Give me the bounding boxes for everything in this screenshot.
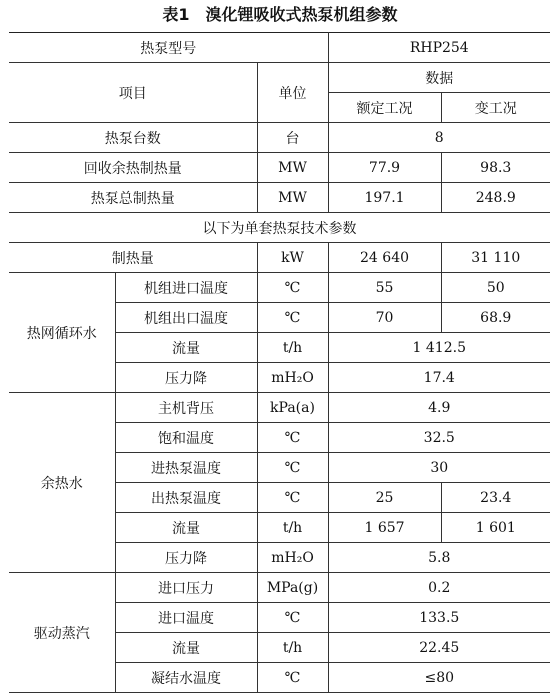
- row-label: 进口压力: [115, 573, 257, 603]
- row-rated: 24 640: [328, 243, 441, 273]
- group-label-steam: 驱动蒸汽: [9, 573, 115, 693]
- row-value: 32.5: [328, 423, 550, 453]
- row-label: 流量: [115, 633, 257, 663]
- row-rated: 77.9: [328, 153, 441, 183]
- row-value: ≤80: [328, 663, 550, 693]
- row-label: 制热量: [9, 243, 257, 273]
- row-label: 进热泵温度: [115, 453, 257, 483]
- row-unit: ℃: [257, 483, 328, 513]
- row-label: 机组出口温度: [115, 303, 257, 333]
- row-unit: kW: [257, 243, 328, 273]
- row-value: 5.8: [328, 543, 550, 573]
- table-row-model: [9, 33, 550, 63]
- row-rated: 1 657: [328, 513, 441, 543]
- row-label: 机组进口温度: [115, 273, 257, 303]
- row-label: 饱和温度: [115, 423, 257, 453]
- row-unit: ℃: [257, 303, 328, 333]
- group-label-network: 热网循环水: [9, 273, 115, 393]
- row-unit: MW: [257, 183, 328, 213]
- row-unit: t/h: [257, 633, 328, 663]
- row-unit: ℃: [257, 453, 328, 483]
- row-variable: 98.3: [441, 153, 550, 183]
- row-variable: 50: [441, 273, 550, 303]
- row-unit: MPa(g): [257, 573, 328, 603]
- row-label: 主机背压: [115, 393, 257, 423]
- table-row: [9, 243, 550, 273]
- row-variable: 23.4: [441, 483, 550, 513]
- table-row: [9, 183, 550, 213]
- row-value: 17.4: [328, 363, 550, 393]
- row-rated: 197.1: [328, 183, 441, 213]
- header-unit: 单位: [257, 63, 328, 123]
- table-row: [9, 153, 550, 183]
- row-value: 8: [328, 123, 550, 153]
- parameter-table: [9, 32, 550, 693]
- header-variable: 变工况: [441, 93, 550, 123]
- row-value: 0.2: [328, 573, 550, 603]
- model-label: 热泵型号: [9, 33, 328, 63]
- row-value: 1 412.5: [328, 333, 550, 363]
- model-value: RHP254: [328, 33, 550, 63]
- row-unit: t/h: [257, 513, 328, 543]
- row-label: 流量: [115, 513, 257, 543]
- row-unit: mH₂O: [257, 363, 328, 393]
- row-value: 30: [328, 453, 550, 483]
- table-header-row: [9, 63, 550, 93]
- row-unit: t/h: [257, 333, 328, 363]
- section-note-row: [9, 213, 550, 243]
- row-unit: ℃: [257, 603, 328, 633]
- row-rated: 55: [328, 273, 441, 303]
- row-label: 流量: [115, 333, 257, 363]
- row-label: 压力降: [115, 363, 257, 393]
- table-row: [9, 573, 550, 603]
- row-variable: 1 601: [441, 513, 550, 543]
- table-row: [9, 273, 550, 303]
- row-rated: 25: [328, 483, 441, 513]
- row-unit: ℃: [257, 423, 328, 453]
- row-unit: kPa(a): [257, 393, 328, 423]
- table-title: 表1 溴化锂吸收式热泵机组参数: [162, 5, 398, 24]
- row-variable: 68.9: [441, 303, 550, 333]
- row-label: 出热泵温度: [115, 483, 257, 513]
- row-variable: 248.9: [441, 183, 550, 213]
- table-row: [9, 123, 550, 153]
- row-rated: 70: [328, 303, 441, 333]
- row-unit: ℃: [257, 273, 328, 303]
- header-rated: 额定工况: [328, 93, 441, 123]
- row-label: 热泵总制热量: [9, 183, 257, 213]
- row-label: 进口温度: [115, 603, 257, 633]
- row-value: 133.5: [328, 603, 550, 633]
- row-label: 凝结水温度: [115, 663, 257, 693]
- row-value: 22.45: [328, 633, 550, 663]
- header-data: 数据: [328, 63, 550, 93]
- section-note: 以下为单套热泵技术参数: [9, 213, 550, 243]
- row-label: 回收余热制热量: [9, 153, 257, 183]
- group-label-waste-water: 余热水: [9, 393, 115, 573]
- table-row: [9, 393, 550, 423]
- row-variable: 31 110: [441, 243, 550, 273]
- row-unit: mH₂O: [257, 543, 328, 573]
- row-value: 4.9: [328, 393, 550, 423]
- header-item: 项目: [9, 63, 257, 123]
- row-unit: MW: [257, 153, 328, 183]
- row-unit: 台: [257, 123, 328, 153]
- row-unit: ℃: [257, 663, 328, 693]
- row-label: 热泵台数: [9, 123, 257, 153]
- row-label: 压力降: [115, 543, 257, 573]
